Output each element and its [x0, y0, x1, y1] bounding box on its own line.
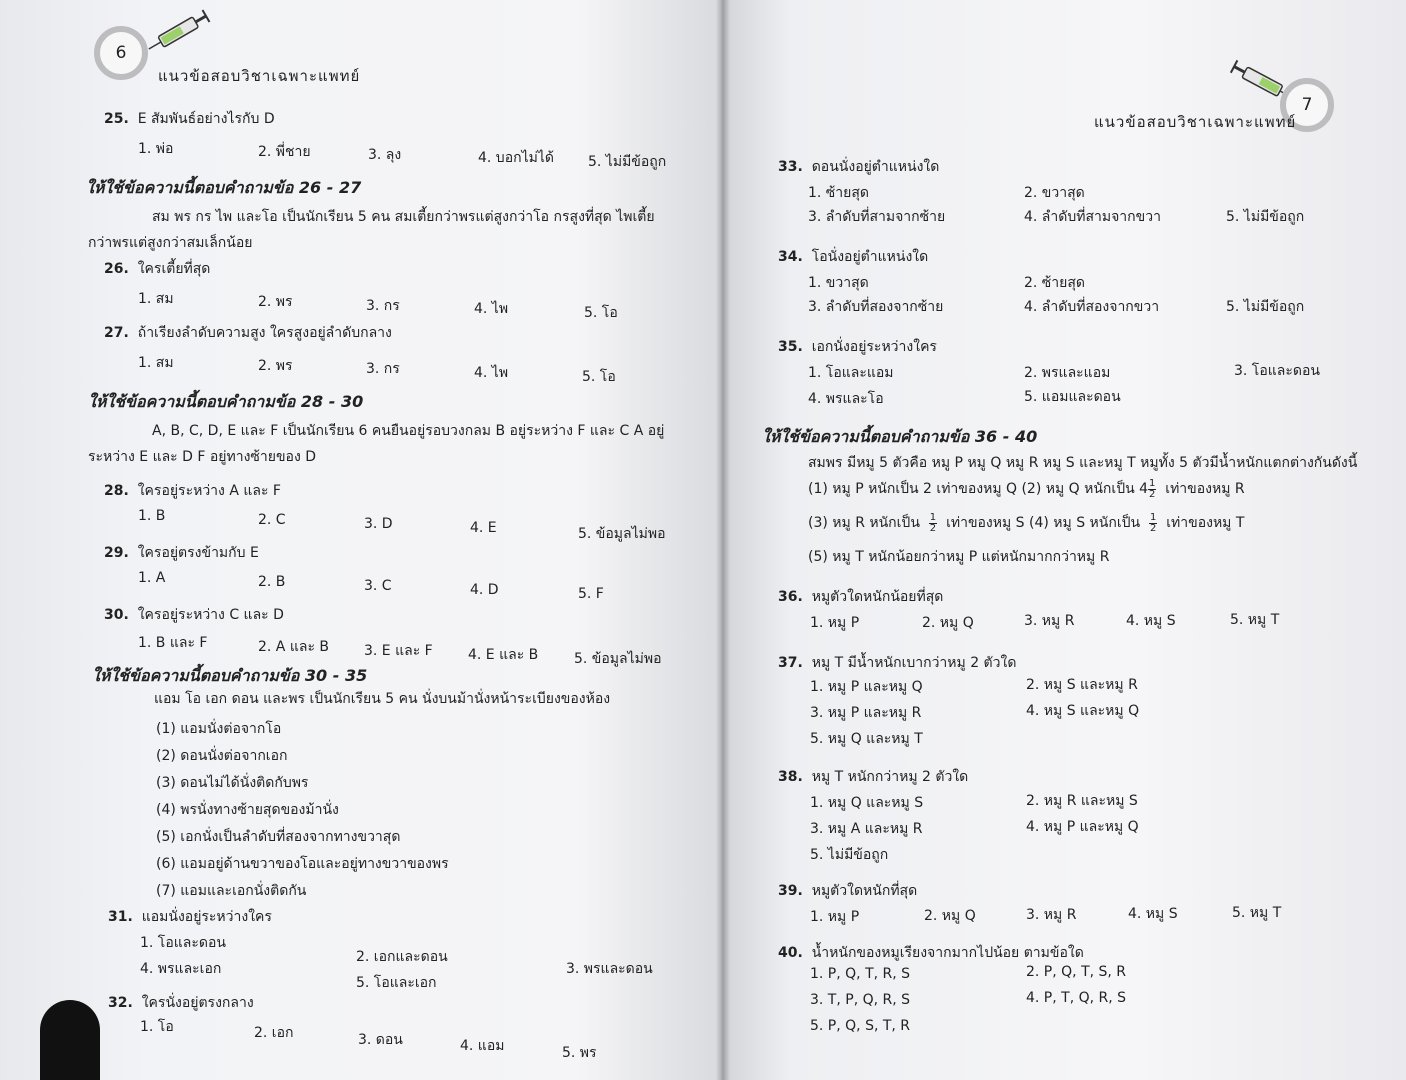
option: 2. พี่ชาย [258, 144, 311, 160]
option: 2. เอก [254, 1025, 294, 1041]
question-number: 37. [778, 655, 803, 671]
question-number: 39. [778, 883, 803, 899]
question-28 [104, 480, 281, 502]
numerator: 1 [929, 511, 937, 523]
option: 3. โอและดอน [1234, 363, 1320, 379]
option: 4. ลำดับที่สองจากขวา [1024, 299, 1160, 315]
question-text: หมูตัวใดหนักน้อยที่สุด [811, 589, 944, 605]
numerator: 1 [1149, 477, 1156, 489]
condition-text: (3) หมู R หนักเป็น [808, 515, 920, 531]
question-number: 38. [778, 769, 803, 785]
option: 2. ซ้ายสุด [1024, 275, 1086, 291]
question-27 [104, 322, 392, 344]
book-gutter [716, 0, 730, 1080]
question-number: 26. [104, 261, 129, 277]
question-text: ใครนั่งอยู่ตรงกลาง [141, 995, 254, 1011]
section-text: สมพร มีหมู 5 ตัวคือ หมู P หมู Q หมู R หมู S และหมู T หมูทั้ง 5 ตัวมีน้ำหนักแตกต่างกันดังนี้ [808, 455, 1358, 471]
option: 1. โอและดอน [140, 935, 226, 951]
option: 1. B [138, 508, 166, 524]
section-text: กว่าพรแต่สูงกว่าสมเล็กน้อย [88, 235, 253, 251]
section-heading: ให้ใช้ข้อความนี้ตอบคำถามข้อ 26 - 27 [86, 178, 362, 197]
question-number: 31. [108, 909, 133, 925]
option: 5. ข้อมูลไม่พอ [574, 651, 662, 667]
option: 4. ไพ [474, 301, 509, 317]
question-number: 34. [778, 249, 803, 265]
page-number-text: 6 [115, 43, 127, 63]
thumb-shadow [40, 1000, 100, 1080]
option: 4. บอกไม่ได้ [478, 150, 554, 166]
option: 3. T, P, Q, R, S [810, 992, 911, 1008]
option: 4. แอม [460, 1038, 505, 1054]
option: 4. พรและเอก [140, 961, 222, 977]
option: 4. E และ B [468, 647, 539, 663]
option: 5. F [578, 586, 604, 602]
option: 3. หมู A และหมู R [810, 821, 923, 837]
denominator: 2 [1149, 522, 1157, 534]
option: 1. P, Q, T, R, S [810, 966, 911, 982]
question-text: เอกนั่งอยู่ระหว่างใคร [811, 339, 937, 355]
question-text: โอนั่งอยู่ตำแหน่งใด [811, 249, 929, 265]
option: 4. หมู S [1126, 613, 1176, 629]
section-text: ระหว่าง E และ D F อยู่ทางซ้ายของ D [88, 449, 317, 465]
condition: (1) แอมนั่งต่อจากโอ [156, 721, 282, 737]
page-number-text: 7 [1301, 95, 1313, 115]
option: 5. โอ [584, 305, 618, 321]
question-text: ใครอยู่ระหว่าง C และ D [137, 607, 284, 623]
option: 4. ไพ [474, 365, 509, 381]
condition: (5) เอกนั่งเป็นลำดับที่สองจากทางขวาสุด [156, 829, 401, 845]
question-number: 29. [104, 545, 129, 561]
option: 2. C [258, 512, 286, 528]
option: 2. B [258, 574, 286, 590]
section-heading: ให้ใช้ข้อความนี้ตอบคำถามข้อ 28 - 30 [88, 392, 364, 411]
option: 3. หมู R [1024, 613, 1075, 629]
option: 1. หมู P [810, 909, 860, 925]
option: 4. หมู S และหมู Q [1026, 703, 1140, 719]
section-heading: ให้ใช้ข้อความนี้ตอบคำถามข้อ 30 - 35 [92, 666, 368, 685]
option: 4. หมู P และหมู Q [1026, 819, 1139, 835]
option: 2. พรและแอม [1024, 365, 1111, 381]
question-text: แอมนั่งอยู่ระหว่างใคร [141, 909, 272, 925]
section-heading: ให้ใช้ข้อความนี้ตอบคำถามข้อ 36 - 40 [762, 427, 1038, 446]
question-40 [778, 942, 1084, 964]
numerator: 1 [1149, 511, 1157, 523]
condition-text: เท่าของหมู S (4) หมู S หนักเป็น [946, 515, 1141, 531]
option: 4. ลำดับที่สามจากขวา [1024, 209, 1161, 225]
question-33 [778, 156, 939, 178]
section-text: A, B, C, D, E และ F เป็นนักเรียน 6 คนยืนอยู่รอบวงกลม B อยู่ระหว่าง F และ C A อยู่ [152, 423, 665, 439]
running-head-left: แนวข้อสอบวิชาเฉพาะแพทย์ [158, 67, 361, 85]
option: 5. ข้อมูลไม่พอ [578, 526, 666, 542]
question-38 [778, 766, 968, 788]
option: 1. หมู P [810, 615, 860, 631]
option: 1. ซ้ายสุด [808, 185, 870, 201]
option: 4. E [470, 520, 497, 536]
condition: (2) ดอนนั่งต่อจากเอก [156, 748, 288, 764]
question-text: หมู T มีน้ำหนักเบากว่าหมู 2 ตัวใด [811, 655, 1017, 671]
option: 1. พ่อ [138, 141, 174, 157]
right-page [722, 0, 1406, 1080]
option: 3. ลำดับที่สองจากซ้าย [808, 299, 944, 315]
section-text: แอม โอ เอก ดอน และพร เป็นนักเรียน 5 คน นั่งบนม้านั่งหน้าระเบียงของห้อง [154, 691, 611, 707]
question-text: ใครเตี้ยที่สุด [137, 261, 211, 277]
question-35 [778, 336, 937, 358]
option: 1. โอและแอม [808, 365, 894, 381]
option: 5. แอมและดอน [1024, 389, 1121, 405]
option: 4. P, T, Q, R, S [1026, 990, 1127, 1006]
option: 1. หมู P และหมู Q [810, 679, 923, 695]
question-text: น้ำหนักของหมูเรียงจากมากไปน้อย ตามข้อใด [811, 945, 1084, 961]
question-39 [778, 880, 917, 902]
question-36 [778, 586, 943, 608]
option: 2. หมู R และหมู S [1026, 793, 1138, 809]
question-number: 28. [104, 483, 129, 499]
condition-text: เท่าของหมู T [1166, 515, 1245, 531]
option: 2. พร [258, 294, 293, 310]
option: 2. หมู S และหมู R [1026, 677, 1138, 693]
option: 5. หมู Q และหมู T [810, 731, 923, 747]
question-34 [778, 246, 928, 268]
option: 2. P, Q, T, S, R [1026, 964, 1127, 980]
option: 2. หมู Q [924, 908, 976, 924]
option: 1. ขวาสุด [808, 275, 869, 291]
question-text: ใครอยู่ระหว่าง A และ F [137, 483, 281, 499]
option: 5. ไม่มีข้อถูก [1226, 299, 1305, 315]
question-37 [778, 652, 1016, 674]
option: 2. A และ B [258, 639, 330, 655]
option: 1. โอ [140, 1019, 174, 1035]
option: 3. D [364, 516, 393, 532]
question-text: E สัมพันธ์อย่างไรกับ D [137, 111, 275, 127]
option: 1. หมู Q และหมู S [810, 795, 924, 811]
option: 4. หมู S [1128, 906, 1178, 922]
condition: (7) แอมและเอกนั่งติดกัน [156, 883, 307, 899]
option: 3. กร [366, 298, 400, 314]
question-text: ใครอยู่ตรงข้ามกับ E [137, 545, 259, 561]
option: 5. P, Q, S, T, R [810, 1018, 911, 1034]
condition: (6) แอมอยู่ด้านขวาของโอและอยู่ทางขวาของพร [156, 856, 449, 872]
denominator: 2 [929, 522, 937, 534]
option: 2. เอกและดอน [356, 949, 448, 965]
fraction [929, 513, 937, 534]
condition: (5) หมู T หนักน้อยกว่าหมู P แต่หนักมากกว่าหมู R [808, 549, 1110, 565]
question-31 [108, 906, 272, 928]
option: 1. สม [138, 355, 174, 371]
question-number: 33. [778, 159, 803, 175]
denominator: 2 [1149, 488, 1156, 500]
question-text: หมูตัวใดหนักที่สุด [811, 883, 918, 899]
option: 5. ไม่มีข้อถูก [588, 154, 667, 170]
condition: (4) พรนั่งทางซ้ายสุดของม้านั่ง [156, 802, 339, 818]
question-32 [108, 992, 254, 1014]
condition [808, 478, 1245, 500]
question-number: 40. [778, 945, 803, 961]
section-text: สม พร กร ไพ และโอ เป็นนักเรียน 5 คน สมเตี้ยกว่าพรแต่สูงกว่าโอ กรสูงที่สุด ไพเตี้ย [152, 209, 655, 225]
option: 5. โอและเอก [356, 975, 437, 991]
option: 3. พรและดอน [566, 961, 653, 977]
condition-text: (1) หมู P หนักเป็น 2 เท่าของหมู Q (2) หมู Q หนักเป็น 4 [808, 481, 1149, 497]
option: 1. B และ F [138, 635, 208, 651]
option: 3. กร [366, 361, 400, 377]
question-number: 36. [778, 589, 803, 605]
question-number: 25. [104, 111, 129, 127]
option: 3. ดอน [358, 1032, 403, 1048]
question-text: ถ้าเรียงลำดับความสูง ใครสูงอยู่ลำดับกลาง [137, 325, 392, 341]
option: 5. ไม่มีข้อถูก [1226, 209, 1305, 225]
option: 3. E และ F [364, 643, 433, 659]
syringe-icon [140, 8, 220, 54]
question-30 [104, 604, 284, 626]
option: 3. C [364, 578, 392, 594]
question-number: 30. [104, 607, 129, 623]
option: 4. พรและโอ [808, 391, 884, 407]
option: 2. พร [258, 358, 293, 374]
option: 5. โอ [582, 369, 616, 385]
question-text: หมู T หนักกว่าหมู 2 ตัวใด [811, 769, 969, 785]
option: 1. สม [138, 291, 174, 307]
running-head-right: แนวข้อสอบวิชาเฉพาะแพทย์ [1094, 113, 1297, 131]
option: 5. ไม่มีข้อถูก [810, 847, 889, 863]
option: 3. หมู P และหมู R [810, 705, 922, 721]
option: 4. D [470, 582, 499, 598]
condition [808, 512, 1244, 534]
question-number: 27. [104, 325, 129, 341]
option: 3. ลุง [368, 147, 402, 163]
option: 5. พร [562, 1045, 597, 1061]
question-number: 32. [108, 995, 133, 1011]
condition: (3) ดอนไม่ได้นั่งติดกับพร [156, 775, 309, 791]
question-29 [104, 542, 259, 564]
option: 2. หมู Q [922, 615, 974, 631]
option: 1. A [138, 570, 166, 586]
condition-text: เท่าของหมู R [1165, 481, 1245, 497]
fraction [1148, 479, 1156, 500]
option: 3. หมู R [1026, 907, 1077, 923]
fraction [1149, 513, 1157, 534]
option: 5. หมู T [1232, 905, 1282, 921]
question-26 [104, 258, 210, 280]
option: 2. ขวาสุด [1024, 185, 1085, 201]
question-25 [104, 108, 275, 130]
question-text: ดอนนั่งอยู่ตำแหน่งใด [811, 159, 940, 175]
option: 3. ลำดับที่สามจากซ้าย [808, 209, 946, 225]
question-number: 35. [778, 339, 803, 355]
option: 5. หมู T [1230, 612, 1280, 628]
